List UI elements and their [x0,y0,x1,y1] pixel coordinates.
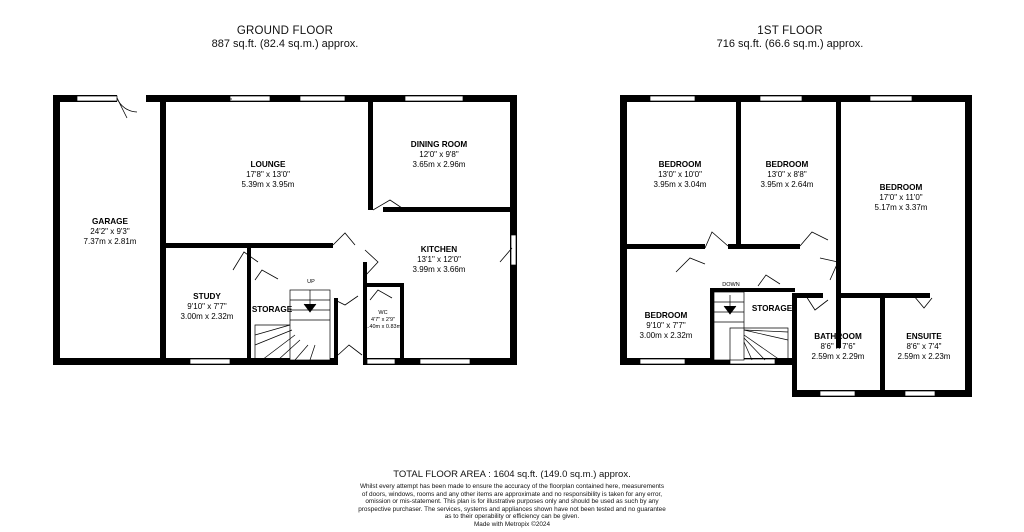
bedroom-1-name: BEDROOM [658,160,702,169]
ensuite-imperial: 8'6" x 7'4" [906,342,942,351]
bedroom-2-metric: 3.95m x 2.64m [760,180,814,189]
kitchen-imperial: 13'1" x 12'0" [417,255,461,264]
bedroom-4-name: BEDROOM [644,311,688,320]
ground-stairs [255,290,330,360]
kitchen-name: KITCHEN [420,245,458,254]
bedroom-1-metric: 3.95m x 3.04m [653,180,707,189]
first-floor-area: 716 sq.ft. (66.6 sq.m.) approx. [716,38,864,50]
bedroom-2-name: BEDROOM [765,160,809,169]
lounge-imperial: 17'8" x 13'0" [246,170,290,179]
disclaimer [312,483,712,529]
first-stairs [714,292,788,360]
ground-room-labels [84,140,468,330]
garage-name: GARAGE [92,217,128,226]
bathroom-metric: 2.59m x 2.29m [811,352,865,361]
disclaimer-line: prospective purchaser. The services, systems and appliances shown have not been tested and no guarantee [358,505,666,513]
garage-metric: 7.37m x 2.81m [83,237,137,246]
first-stair-label: DOWN [722,282,740,288]
dining-room-metric: 3.65m x 2.96m [412,160,466,169]
bedroom-3-imperial: 17'0" x 11'0" [879,193,923,202]
lounge-metric: 5.39m x 3.95m [241,180,295,189]
bedroom-4-imperial: 9'10" x 7'7" [646,321,686,330]
kitchen-metric: 3.99m x 3.66m [412,265,466,274]
bathroom-name: BATHROOM [814,332,862,341]
ground-floor-title: GROUND FLOOR [236,25,334,37]
disclaimer-line: of doors, windows, rooms and any other items are approximate and no responsibility is taken for any error, [361,490,663,498]
dining-room-name: DINING ROOM [410,140,468,149]
bedroom-3-name: BEDROOM [879,183,923,192]
bedroom-3-metric: 5.17m x 3.37m [874,203,928,212]
first-storage-name: STORAGE [751,304,793,313]
first-floor-title: 1ST FLOOR [757,25,823,37]
bedroom-1-imperial: 13'0" x 10'0" [658,170,702,179]
ensuite-name: ENSUITE [906,332,942,341]
wc-name: WC [378,310,388,316]
study-metric: 3.00m x 2.32m [180,312,234,321]
ground-stair-label: UP [307,279,315,285]
disclaimer-line: Whilst every attempt has been made to ensure the accuracy of the floorplan contained here, measurements [359,483,665,490]
dining-room-imperial: 12'0" x 9'8" [419,150,459,159]
ground-floor-plan [53,95,517,365]
wc-imperial: 4'7" x 2'9" [370,317,396,323]
ensuite-metric: 2.59m x 2.23m [897,352,951,361]
bathroom-imperial: 8'6" x 7'6" [820,342,856,351]
study-name: STUDY [193,292,221,301]
bedroom-2-imperial: 13'0" x 8'8" [767,170,807,179]
garage-imperial: 24'2" x 9'3" [90,227,130,236]
disclaimer-line: omission or mis-statement. This plan is for illustrative purposes only and should be used as such by any [365,498,659,506]
ground-storage-name: STORAGE [251,305,293,314]
first-floor-plan [620,95,972,397]
ground-floor-area: 887 sq.ft. (82.4 sq.m.) approx. [211,38,359,50]
wc-metric: 1.40m x 0.83m [364,324,402,330]
total-floor-area: TOTAL FLOOR AREA : 1604 sq.ft. (149.0 sq.m.) approx. [393,469,631,480]
study-imperial: 9'10" x 7'7" [187,302,227,311]
bedroom-4-metric: 3.00m x 2.32m [639,331,693,340]
lounge-name: LOUNGE [250,160,286,169]
metropix-credit: Made with Metropix ©2024 [473,520,551,528]
disclaimer-line: as to their operability or efficiency can be given. [444,513,580,521]
